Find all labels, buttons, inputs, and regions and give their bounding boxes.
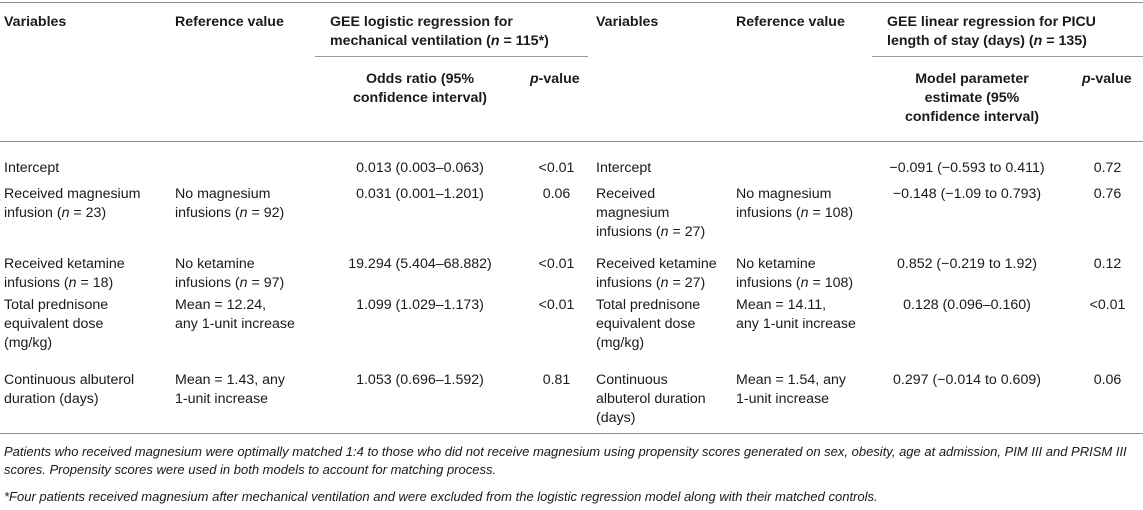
table-row-left-2-pvalue: 0.06 bbox=[542, 186, 571, 202]
header-group-left-line1: GEE logistic regression for bbox=[330, 14, 513, 30]
table-row-left-4-reference-line1: Mean = 12.24, bbox=[175, 297, 267, 313]
table-row-right-4-variable-line3: (mg/kg) bbox=[596, 335, 645, 351]
left-group-rule bbox=[315, 56, 588, 57]
table-row-right-2-variable-line2: magnesium bbox=[596, 205, 670, 221]
header-estimate-line3: confidence interval) bbox=[904, 109, 1040, 125]
table-row-right-4-variable-line1: Total prednisone bbox=[596, 297, 701, 313]
table-row-left-2-variable-line2: infusion (n = 23) bbox=[4, 205, 107, 221]
table-row-right-4-variable-line2: equivalent dose bbox=[596, 316, 696, 332]
header-pvalue-right: p-value bbox=[1082, 71, 1132, 87]
header-variables-left: Variables bbox=[4, 14, 67, 30]
table-row-left-5-reference-line1: Mean = 1.43, any bbox=[175, 372, 286, 388]
table-row-left-5-reference-line2: 1-unit increase bbox=[175, 391, 269, 407]
table-row-left-1-variable: Intercept bbox=[4, 160, 60, 176]
table-row-right-1-estimate: −0.091 (−0.593 to 0.411) bbox=[889, 160, 1045, 176]
table-row-left-2-reference-line1: No magnesium bbox=[175, 186, 271, 202]
header-estimate-line1: Model parameter bbox=[915, 71, 1029, 87]
table-row-left-5-variable-line2: duration (days) bbox=[4, 391, 99, 407]
table-row-right-3-pvalue: 0.12 bbox=[1093, 256, 1122, 272]
table-row-left-4-variable-line2: equivalent dose bbox=[4, 316, 104, 332]
header-pvalue-left: p-value bbox=[530, 71, 580, 87]
table-top-rule bbox=[0, 2, 1143, 3]
table-row-right-5-pvalue: 0.06 bbox=[1093, 372, 1122, 388]
table-row-left-3-variable-line2: infusions (n = 18) bbox=[4, 275, 114, 291]
table-row-left-2-reference-line2: infusions (n = 92) bbox=[175, 205, 285, 221]
header-odds-ratio-line2: confidence interval) bbox=[352, 90, 488, 106]
table-row-left-3-reference-line2: infusions (n = 97) bbox=[175, 275, 285, 291]
table-row-right-3-variable-line1: Received ketamine bbox=[596, 256, 717, 272]
header-reference-left: Reference value bbox=[175, 14, 284, 30]
table-row-left-3-estimate: 19.294 (5.404–68.882) bbox=[348, 256, 492, 272]
table-row-right-5-reference-line2: 1-unit increase bbox=[736, 391, 830, 407]
right-group-rule bbox=[872, 56, 1143, 57]
header-reference-right: Reference value bbox=[736, 14, 845, 30]
table-row-right-3-estimate: 0.852 (−0.219 to 1.92) bbox=[896, 256, 1037, 272]
table-row-right-4-pvalue: <0.01 bbox=[1089, 297, 1126, 313]
table-bottom-rule bbox=[0, 433, 1143, 434]
table-row-right-3-reference-line1: No ketamine bbox=[736, 256, 816, 272]
table-row-left-4-estimate: 1.099 (1.029–1.173) bbox=[356, 297, 484, 313]
table-row-left-3-reference-line1: No ketamine bbox=[175, 256, 255, 272]
table-row-left-5-variable-line1: Continuous albuterol bbox=[4, 372, 135, 388]
table-row-right-2-variable-line3: infusions (n = 27) bbox=[596, 224, 706, 240]
table-row-left-4-variable-line3: (mg/kg) bbox=[4, 335, 53, 351]
table-row-left-4-variable-line1: Total prednisone bbox=[4, 297, 109, 313]
table-row-right-5-variable-line3: (days) bbox=[596, 410, 636, 426]
header-group-right-line1: GEE linear regression for PICU bbox=[887, 14, 1096, 30]
table-row-left-4-pvalue: <0.01 bbox=[538, 297, 575, 313]
table-row-right-2-pvalue: 0.76 bbox=[1093, 186, 1122, 202]
table-row-right-1-variable: Intercept bbox=[596, 160, 652, 176]
table-row-right-4-reference-line2: any 1-unit increase bbox=[736, 316, 856, 332]
header-estimate-line2: estimate (95% bbox=[924, 90, 1020, 106]
table-row-right-2-reference-line2: infusions (n = 108) bbox=[736, 205, 854, 221]
table-row-left-5-pvalue: 0.81 bbox=[542, 372, 571, 388]
table-row-right-5-variable-line1: Continuous bbox=[596, 372, 668, 388]
header-odds-ratio-line1: Odds ratio (95% bbox=[365, 71, 474, 87]
table-row-right-4-estimate: 0.128 (0.096–0.160) bbox=[903, 297, 1031, 313]
table-row-left-2-estimate: 0.031 (0.001–1.201) bbox=[356, 186, 484, 202]
header-group-right-line2: length of stay (days) (n = 135) bbox=[887, 33, 1087, 49]
header-bottom-rule bbox=[0, 141, 1143, 142]
table-row-right-4-reference-line1: Mean = 14.11, bbox=[736, 297, 827, 313]
table-row-right-2-estimate: −0.148 (−1.09 to 0.793) bbox=[892, 186, 1042, 202]
table-row-left-3-pvalue: <0.01 bbox=[538, 256, 575, 272]
header-variables-right: Variables bbox=[596, 14, 659, 30]
footnote-matching: Patients who received magnesium were optimally matched 1:4 to those who did not receive magnesium using propensity scores generated on sex, obesity, age at admission, PIM III and PRISM III scores. Propensity scores were used in both models to account for matching process. bbox=[4, 444, 1127, 477]
table-row-right-3-variable-line2: infusions (n = 27) bbox=[596, 275, 706, 291]
table-row-left-1-estimate: 0.013 (0.003–0.063) bbox=[356, 160, 484, 176]
table-row-left-4-reference-line2: any 1-unit increase bbox=[175, 316, 295, 332]
table-row-right-3-reference-line2: infusions (n = 108) bbox=[736, 275, 854, 291]
table-row-right-5-estimate: 0.297 (−0.014 to 0.609) bbox=[893, 372, 1041, 388]
table-row-right-2-variable-line1: Received bbox=[596, 186, 656, 202]
table-row-left-2-variable-line1: Received magnesium bbox=[4, 186, 141, 202]
table-row-right-5-reference-line1: Mean = 1.54, any bbox=[736, 372, 847, 388]
footnote-asterisk: *Four patients received magnesium after mechanical ventilation and were excluded from the logistic regression model along with their matched controls. bbox=[4, 489, 878, 504]
table-row-left-5-estimate: 1.053 (0.696–1.592) bbox=[356, 372, 484, 388]
table-row-left-1-pvalue: <0.01 bbox=[538, 160, 575, 176]
table-row-right-1-pvalue: 0.72 bbox=[1093, 160, 1122, 176]
table-row-left-3-variable-line1: Received ketamine bbox=[4, 256, 125, 272]
header-group-left-line2: mechanical ventilation (n = 115*) bbox=[330, 33, 549, 49]
table-row-right-2-reference-line1: No magnesium bbox=[736, 186, 832, 202]
table-row-right-5-variable-line2: albuterol duration bbox=[596, 391, 706, 407]
